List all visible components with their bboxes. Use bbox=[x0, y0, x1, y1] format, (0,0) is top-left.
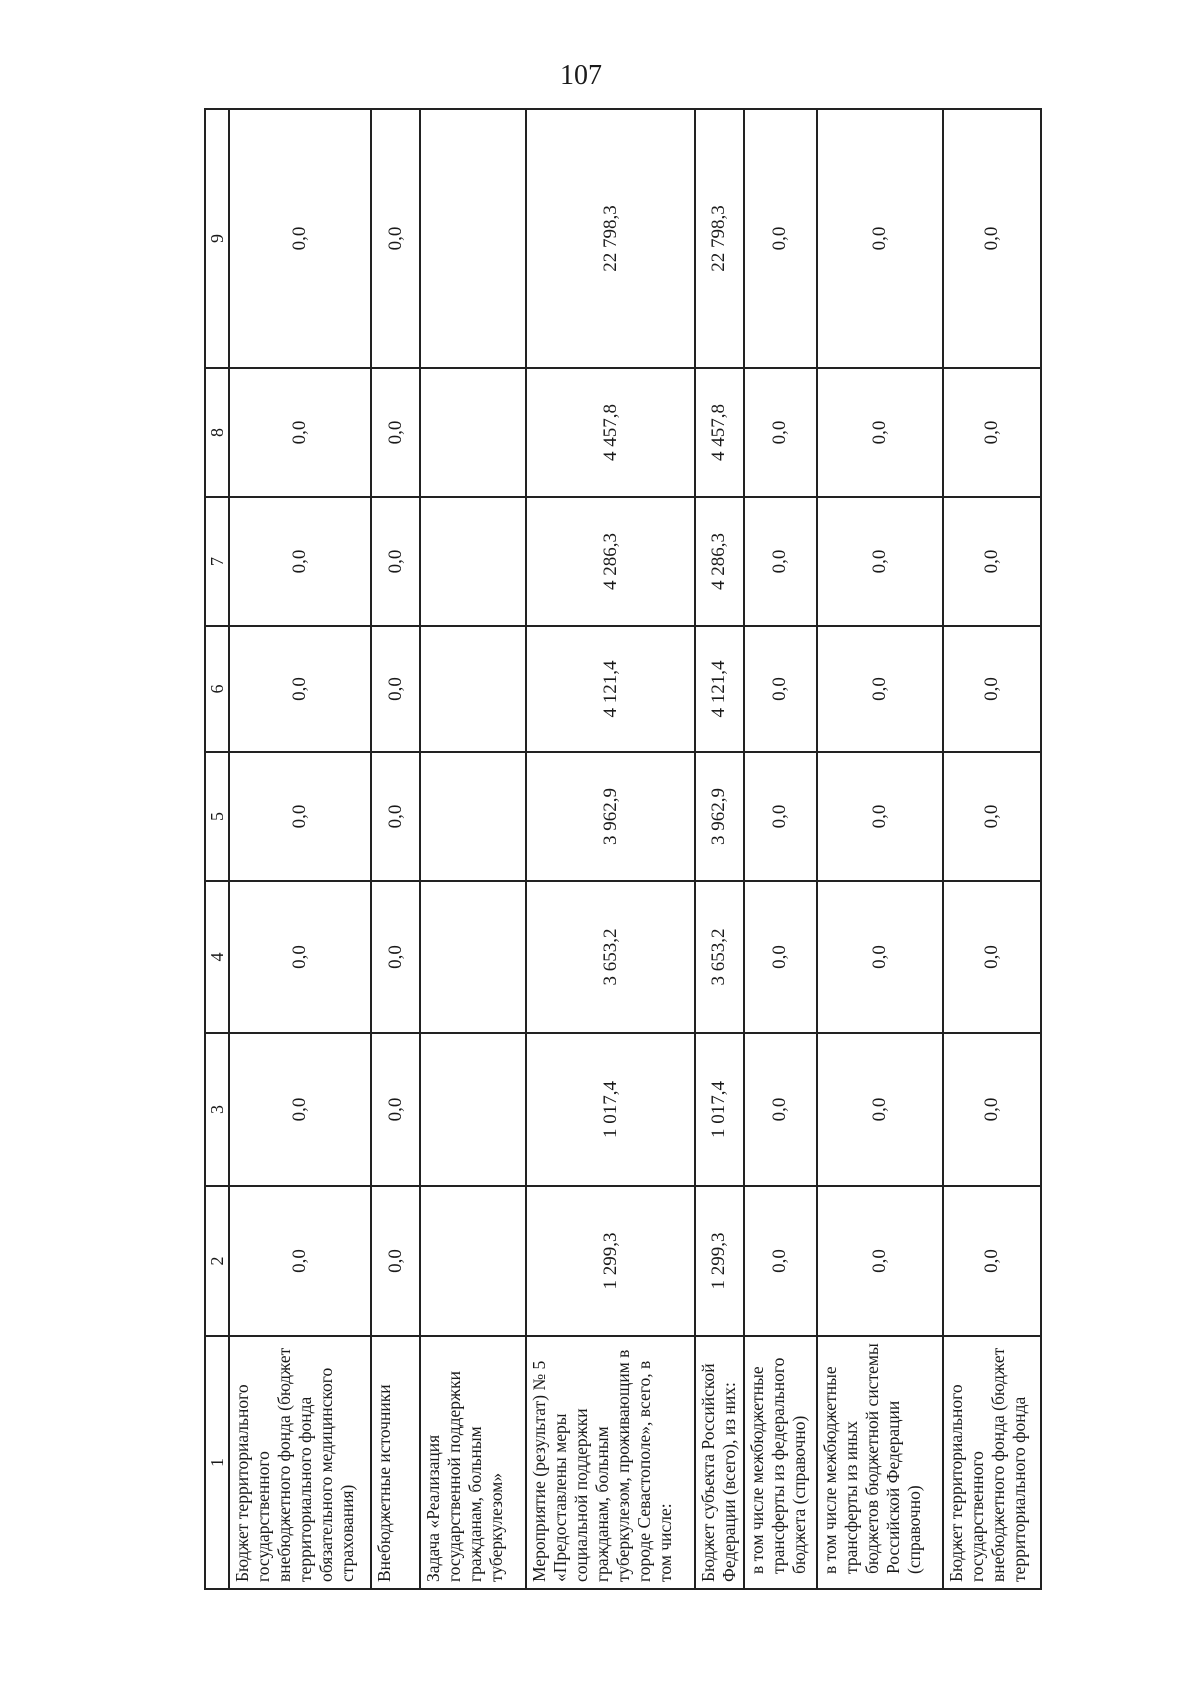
cell-value: 0,0 bbox=[371, 368, 420, 497]
cell-value: 0,0 bbox=[744, 1186, 817, 1336]
cell-value: 0,0 bbox=[817, 109, 943, 368]
cell-value: 0,0 bbox=[744, 497, 817, 626]
table-row bbox=[526, 109, 695, 1589]
cell-value: 0,0 bbox=[943, 626, 1041, 752]
cell-value: 0,0 bbox=[371, 109, 420, 368]
column-header: 9 bbox=[205, 109, 229, 368]
column-header: 7 bbox=[205, 497, 229, 626]
cell-value: 0,0 bbox=[371, 626, 420, 752]
cell-value: 0,0 bbox=[943, 368, 1041, 497]
cell-value: 0,0 bbox=[229, 626, 371, 752]
cell-value: 22 798,3 bbox=[526, 109, 695, 368]
column-header: 2 bbox=[205, 1186, 229, 1336]
cell-value: 0,0 bbox=[371, 1186, 420, 1336]
task-label: Задача «Реализация государственной поддержки гражданам, больным туберкулезом» bbox=[420, 1336, 526, 1589]
cell-value bbox=[420, 752, 526, 881]
cell-value: 0,0 bbox=[943, 497, 1041, 626]
cell-value: 0,0 bbox=[943, 1186, 1041, 1336]
cell-value: 3 962,9 bbox=[695, 752, 744, 881]
cell-value: 0,0 bbox=[371, 497, 420, 626]
row-label: в том числе межбюджетные трансферты из федерального бюджета (справочно) bbox=[744, 1336, 817, 1589]
cell-value: 4 457,8 bbox=[695, 368, 744, 497]
column-header: 8 bbox=[205, 368, 229, 497]
cell-value: 3 962,9 bbox=[526, 752, 695, 881]
row-label: Внебюджетные источники bbox=[371, 1336, 420, 1589]
table-row bbox=[420, 109, 526, 1589]
column-header: 4 bbox=[205, 881, 229, 1033]
cell-value: 0,0 bbox=[744, 368, 817, 497]
cell-value: 22 798,3 bbox=[695, 109, 744, 368]
header-row bbox=[205, 109, 229, 1589]
cell-value: 0,0 bbox=[229, 881, 371, 1033]
rotated-table-frame bbox=[204, 110, 1042, 1590]
cell-value: 0,0 bbox=[943, 1033, 1041, 1186]
cell-value: 0,0 bbox=[744, 881, 817, 1033]
cell-value: 1 299,3 bbox=[526, 1186, 695, 1336]
table-row bbox=[695, 109, 744, 1589]
row-label: Бюджет территориального государственного внебюджетного фонда (бюджет территориального фонда обязательного медицинского страхования) bbox=[229, 1336, 371, 1589]
cell-value: 0,0 bbox=[744, 1033, 817, 1186]
cell-value: 0,0 bbox=[943, 752, 1041, 881]
cell-value: 0,0 bbox=[817, 1186, 943, 1336]
cell-value: 0,0 bbox=[229, 752, 371, 881]
table-row bbox=[744, 109, 817, 1589]
cell-value: 1 017,4 bbox=[695, 1033, 744, 1186]
column-header: 5 bbox=[205, 752, 229, 881]
cell-value: 0,0 bbox=[744, 752, 817, 881]
cell-value: 0,0 bbox=[229, 1033, 371, 1186]
cell-value: 0,0 bbox=[744, 109, 817, 368]
cell-value bbox=[420, 1186, 526, 1336]
cell-value: 4 457,8 bbox=[526, 368, 695, 497]
cell-value: 0,0 bbox=[229, 109, 371, 368]
rotated-table-area bbox=[204, 110, 1042, 1590]
budget-table bbox=[204, 108, 1042, 1590]
cell-value: 0,0 bbox=[371, 752, 420, 881]
cell-value: 4 286,3 bbox=[526, 497, 695, 626]
cell-value: 0,0 bbox=[744, 626, 817, 752]
row-label: Бюджет субъекта Российской Федерации (всего), из них: bbox=[695, 1336, 744, 1589]
cell-value bbox=[420, 881, 526, 1033]
cell-value: 0,0 bbox=[817, 881, 943, 1033]
cell-value bbox=[420, 497, 526, 626]
table-row bbox=[943, 109, 1041, 1589]
cell-value: 0,0 bbox=[943, 881, 1041, 1033]
cell-value: 3 653,2 bbox=[526, 881, 695, 1033]
table-row bbox=[371, 109, 420, 1589]
cell-value: 0,0 bbox=[817, 626, 943, 752]
cell-value: 0,0 bbox=[817, 752, 943, 881]
cell-value: 4 121,4 bbox=[695, 626, 744, 752]
cell-value: 0,0 bbox=[817, 1033, 943, 1186]
cell-value: 0,0 bbox=[229, 497, 371, 626]
cell-value: 0,0 bbox=[943, 109, 1041, 368]
cell-value: 4 286,3 bbox=[695, 497, 744, 626]
cell-value: 0,0 bbox=[371, 1033, 420, 1186]
table-row bbox=[817, 109, 943, 1589]
cell-value: 0,0 bbox=[817, 497, 943, 626]
cell-value: 3 653,2 bbox=[695, 881, 744, 1033]
table-row bbox=[229, 109, 371, 1589]
cell-value: 1 017,4 bbox=[526, 1033, 695, 1186]
row-label: в том числе межбюджетные трансферты из иных бюджетов бюджетной системы Российской Федерации (справочно) bbox=[817, 1336, 943, 1589]
cell-value: 0,0 bbox=[229, 368, 371, 497]
cell-value bbox=[420, 368, 526, 497]
cell-value bbox=[420, 109, 526, 368]
column-header: 1 bbox=[205, 1336, 229, 1589]
row-label: Мероприятие (результат) № 5 «Предоставлены меры социальной поддержки гражданам, больным туберкулезом, проживающим в городе Севастополе», всего, в том числе: bbox=[526, 1336, 695, 1589]
column-header: 6 bbox=[205, 626, 229, 752]
cell-value bbox=[420, 1033, 526, 1186]
cell-value: 4 121,4 bbox=[526, 626, 695, 752]
row-label: Бюджет территориального государственного внебюджетного фонда (бюджет территориального фонда bbox=[943, 1336, 1041, 1589]
cell-value bbox=[420, 626, 526, 752]
cell-value: 0,0 bbox=[371, 881, 420, 1033]
page-number: 107 bbox=[560, 60, 602, 91]
cell-value: 0,0 bbox=[229, 1186, 371, 1336]
cell-value: 0,0 bbox=[817, 368, 943, 497]
column-header: 3 bbox=[205, 1033, 229, 1186]
cell-value: 1 299,3 bbox=[695, 1186, 744, 1336]
